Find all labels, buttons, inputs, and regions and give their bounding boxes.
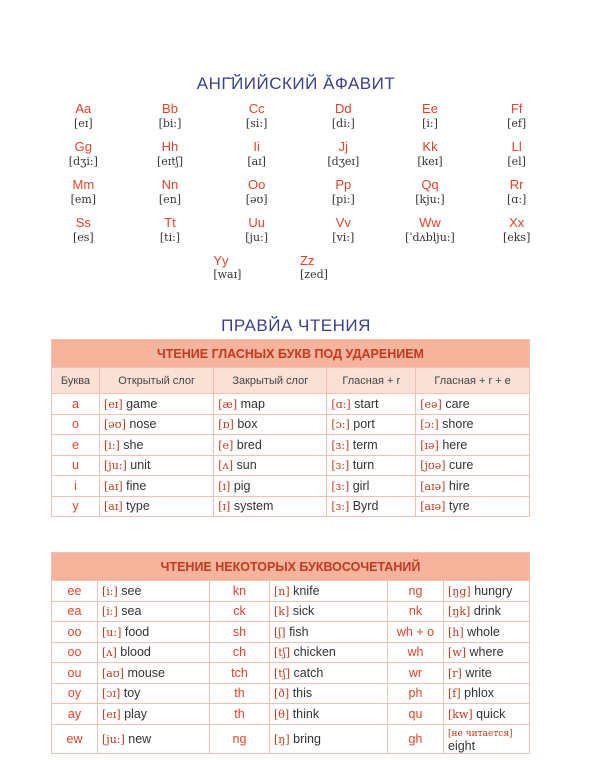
table-row [52, 704, 530, 725]
letter-transcription: [el] [507, 155, 526, 168]
rule-cell [327, 476, 416, 497]
letter-combination: oo [52, 622, 98, 643]
example-word: unit [130, 458, 151, 473]
rule-cell [214, 496, 327, 517]
example-word: sun [236, 458, 257, 473]
transcription: [e] [218, 438, 234, 452]
vowel-letter: i [52, 476, 100, 497]
transcription: [æ] [218, 397, 238, 411]
alphabet-row [40, 215, 560, 253]
transcription: [ð] [274, 687, 290, 701]
letter-glyph: Nn [161, 177, 179, 192]
rule-cell [444, 581, 530, 602]
rule-cell [214, 476, 327, 497]
letter-glyph: Tt [164, 215, 176, 230]
transcription: [ɔɪ] [102, 687, 121, 701]
table-row [52, 663, 530, 684]
transcription: [f] [448, 687, 461, 701]
rules-title: ПРАВЙА ЧТЕНИЯ [221, 316, 371, 335]
letter-glyph: Pp [335, 177, 352, 192]
letter-glyph: Zz [299, 253, 315, 268]
letter-cell [127, 177, 214, 215]
letter-glyph: Rr [509, 177, 524, 192]
transcription: [eɪ] [102, 707, 121, 721]
letter-cell [300, 215, 387, 253]
transcription: [u:] [102, 625, 122, 639]
letter-transcription: [em] [70, 193, 97, 206]
transcription: [ŋg] [448, 584, 471, 598]
transcription: [ɑ:] [331, 397, 351, 411]
letter-combination: ck [210, 601, 270, 622]
letter-combination: ea [52, 601, 98, 622]
rule-cell [327, 496, 416, 517]
vowels-banner: ЧТЕНИЕ ГЛАСНЫХ БУКВ ПОД УДАРЕНИЕМ [52, 340, 530, 368]
transcription: [ɜ:] [331, 438, 350, 452]
transcription: [tʃ] [274, 646, 290, 660]
example-word: turn [352, 458, 375, 473]
letter-cell [387, 101, 474, 139]
transcription: [ŋ] [274, 732, 290, 746]
letter-cell [473, 139, 560, 177]
transcription: [eə] [420, 397, 442, 411]
rule-cell [416, 414, 530, 435]
example-word: this [292, 686, 313, 701]
letter-glyph: Ww [419, 215, 441, 230]
letter-cell [213, 101, 300, 139]
table-row [52, 724, 530, 753]
transcription: [ʌ] [218, 459, 234, 473]
rule-cell [270, 724, 388, 753]
example-word: map [240, 396, 265, 411]
letter-transcription: [ju:] [245, 231, 269, 244]
rule-cell [100, 476, 214, 497]
example-word: bred [236, 437, 262, 452]
example-word: hungry [474, 583, 513, 598]
letter-glyph: Qq [421, 177, 439, 192]
example-word: type [126, 499, 150, 514]
example-word: bring [293, 731, 321, 746]
rule-cell [98, 642, 210, 663]
letter-transcription: [ti:] [159, 231, 181, 244]
letter-combination: gh [388, 724, 444, 753]
rule-cell [98, 704, 210, 725]
letter-glyph: Kk [422, 139, 438, 154]
table-row [52, 435, 530, 456]
letter-transcription: [en] [158, 193, 182, 206]
letter-combination: nk [388, 601, 444, 622]
letter-transcription: [si:] [245, 117, 268, 130]
transcription: [aʊ] [102, 666, 124, 680]
column-header: Гласная + r [327, 368, 416, 394]
letter-combination: th [210, 704, 270, 725]
letter-combination: oo [52, 642, 98, 663]
transcription: [w] [448, 646, 466, 660]
letter-transcription: [i:] [422, 117, 438, 130]
table-row [52, 476, 530, 497]
transcription: [h] [448, 625, 464, 639]
letter-cell [300, 101, 387, 139]
example-word: play [124, 706, 148, 721]
letter-glyph: Gg [74, 139, 92, 154]
rule-cell [98, 581, 210, 602]
letter-cell [127, 139, 214, 177]
alphabet-row [40, 253, 560, 291]
letter-cell [473, 215, 560, 253]
rule-cell [416, 455, 530, 476]
vowel-letter: u [52, 455, 100, 476]
transcription: [ɜ:] [331, 500, 350, 514]
letter-cell [213, 215, 300, 253]
alphabet-grid [40, 101, 560, 291]
example-word: shore [442, 417, 474, 432]
rule-cell [270, 622, 388, 643]
letter-transcription: [dʒeɪ] [327, 155, 360, 168]
transcription: [ɜ:] [331, 479, 350, 493]
letter-glyph: Ss [75, 215, 91, 230]
vowel-letter: o [52, 414, 100, 435]
example-word: term [352, 437, 378, 452]
example-word: see [121, 583, 142, 598]
example-word: phlox [464, 686, 495, 701]
rule-cell [444, 601, 530, 622]
letter-glyph: Ee [422, 101, 438, 116]
table-row [52, 683, 530, 704]
example-word: mouse [127, 665, 165, 680]
table-row [52, 601, 530, 622]
letter-glyph: Bb [162, 101, 178, 116]
rule-cell [327, 394, 416, 415]
combos-banner: ЧТЕНИЕ НЕКОТОРЫХ БУКВОСОЧЕТАНИЙ [52, 553, 530, 581]
letter-transcription: [ˈdʌblju:] [405, 231, 455, 244]
transcription: [aɪ] [104, 500, 123, 514]
letter-combination: tch [210, 663, 270, 684]
example-word: where [469, 645, 504, 660]
rule-cell [444, 724, 530, 753]
alphabet-row [40, 139, 560, 177]
letter-transcription: [dʒi:] [68, 155, 98, 168]
letter-glyph: Jj [338, 139, 349, 154]
letter-cell [213, 177, 300, 215]
letter-combination: qu [388, 704, 444, 725]
letter-glyph: Oo [247, 177, 266, 192]
letter-glyph: Dd [335, 101, 352, 116]
transcription: [aɪə] [420, 500, 446, 514]
rule-cell [270, 663, 388, 684]
rule-cell [444, 642, 530, 663]
transcription: [не читается] [448, 728, 513, 739]
table-row [52, 455, 530, 476]
column-header: Закрытый слог [214, 368, 327, 394]
transcription: [ɪ] [218, 479, 231, 493]
example-word: chicken [293, 645, 336, 660]
example-word: food [124, 624, 150, 639]
letter-glyph: Ff [510, 101, 523, 116]
transcription: [i:] [104, 438, 120, 452]
transcription: [k] [274, 605, 290, 619]
table-row [52, 622, 530, 643]
example-word: sick [292, 604, 315, 619]
letter-glyph: Hh [161, 139, 179, 154]
example-word: toy [123, 686, 141, 701]
transcription: [ɜ:] [331, 459, 350, 473]
example-word: girl [352, 478, 370, 493]
transcription: [ŋk] [448, 605, 471, 619]
rule-cell [270, 683, 388, 704]
table-row [52, 496, 530, 517]
letter-combination: oy [52, 683, 98, 704]
letter-glyph: Aa [75, 101, 92, 116]
spacer [127, 253, 214, 291]
example-word: write [465, 665, 492, 680]
example-word: hire [448, 478, 470, 493]
letter-combination: sh [210, 622, 270, 643]
letter-transcription: [eks] [502, 231, 531, 244]
letter-cell [300, 177, 387, 215]
transcription: [ɪə] [420, 438, 439, 452]
rule-cell [270, 704, 388, 725]
letter-cell [40, 215, 127, 253]
letter-combination: wh + o [388, 622, 444, 643]
rule-cell [327, 455, 416, 476]
vowel-letter: a [52, 394, 100, 415]
letter-combination: ng [210, 724, 270, 753]
example-word: whole [467, 624, 500, 639]
example-word: drink [473, 604, 501, 619]
vowel-letter: e [52, 435, 100, 456]
transcription: [tʃ] [274, 666, 290, 680]
example-word: she [123, 437, 144, 452]
letter-transcription: [di:] [331, 117, 355, 130]
transcription: [aɪə] [420, 479, 446, 493]
rule-cell [444, 622, 530, 643]
letter-cell [40, 139, 127, 177]
transcription: [n] [274, 584, 290, 598]
letter-cell [40, 177, 127, 215]
transcription: [eɪ] [104, 397, 123, 411]
letter-cell [127, 215, 214, 253]
letter-transcription: [eɪtʃ] [156, 155, 183, 168]
transcription: [ɔ:] [331, 418, 350, 432]
example-word: pig [233, 478, 251, 493]
example-word: blood [120, 645, 151, 660]
vowels-table [51, 339, 530, 517]
example-word: catch [293, 665, 324, 680]
table-row [52, 394, 530, 415]
transcription: [r] [448, 666, 462, 680]
transcription: [ju:] [102, 732, 125, 746]
letter-combination: th [210, 683, 270, 704]
letter-cell [127, 101, 214, 139]
transcription: [i:] [102, 605, 118, 619]
example-word: box [237, 417, 258, 432]
letter-cell [300, 139, 387, 177]
example-word: quick [476, 706, 506, 721]
example-word: cure [449, 458, 474, 473]
rule-cell [416, 496, 530, 517]
letter-cell [213, 139, 300, 177]
rule-cell [416, 394, 530, 415]
transcription: [ʌ] [102, 646, 117, 660]
column-header: Открытый слог [100, 368, 214, 394]
letter-cell [473, 101, 560, 139]
letter-cell [40, 101, 127, 139]
spacer [40, 253, 127, 291]
letter-transcription: [zed] [299, 268, 328, 281]
rule-cell [416, 476, 530, 497]
transcription: [aɪ] [104, 479, 123, 493]
transcription: [jʊə] [420, 459, 446, 473]
table-row [52, 581, 530, 602]
rule-cell [100, 394, 214, 415]
example-word: fish [289, 624, 309, 639]
letter-combination: kn [210, 581, 270, 602]
rule-cell [100, 414, 214, 435]
letter-glyph: Vv [335, 215, 351, 230]
rule-cell [444, 683, 530, 704]
transcription: [ju:] [104, 459, 127, 473]
letter-glyph: Uu [248, 215, 265, 230]
letter-transcription: [eɪ] [74, 117, 93, 130]
letter-cell [300, 253, 387, 291]
example-word: sea [121, 604, 142, 619]
letter-transcription: [ef] [507, 117, 527, 130]
letter-combination: ay [52, 704, 98, 725]
letter-glyph: Mm [72, 177, 95, 192]
rule-cell [327, 435, 416, 456]
transcription: [i:] [102, 584, 118, 598]
example-word: system [233, 499, 274, 514]
letter-combination: wr [388, 663, 444, 684]
letter-transcription: [bi:] [158, 117, 182, 130]
alphabet-title: АНГ̆ЙИЙСКИЙ ӐФАВИТ [196, 74, 396, 93]
rule-cell [98, 601, 210, 622]
rule-cell [100, 455, 214, 476]
rule-cell [444, 704, 530, 725]
rule-cell [214, 455, 327, 476]
letter-combination: ph [388, 683, 444, 704]
rule-cell [98, 724, 210, 753]
example-word: eight [448, 738, 476, 753]
table-row [52, 642, 530, 663]
rule-cell [444, 663, 530, 684]
letter-transcription: [pi:] [331, 193, 355, 206]
letter-combination: ew [52, 724, 98, 753]
transcription: [θ] [274, 707, 290, 721]
letter-cell [387, 215, 474, 253]
transcription: [ɔ:] [420, 418, 439, 432]
transcription: [ɪ] [218, 500, 231, 514]
letter-cell [213, 253, 300, 291]
table-row [52, 414, 530, 435]
letter-cell [387, 139, 474, 177]
alphabet-row [40, 101, 560, 139]
rule-cell [98, 622, 210, 643]
example-word: Byrd [352, 499, 379, 514]
rule-cell [98, 663, 210, 684]
letter-glyph: Yy [213, 253, 229, 268]
column-header: Буква [52, 368, 100, 394]
letter-transcription: [keɪ] [417, 155, 443, 168]
letter-cell [387, 177, 474, 215]
example-word: here [442, 437, 468, 452]
transcription: [kw] [448, 707, 473, 721]
rule-cell [214, 394, 327, 415]
example-word: tyre [448, 499, 470, 514]
example-word: start [354, 396, 379, 411]
rule-cell [214, 414, 327, 435]
letter-transcription: [vi:] [332, 231, 355, 244]
example-word: game [126, 396, 158, 411]
example-word: think [292, 706, 320, 721]
letter-transcription: [waɪ] [213, 268, 242, 281]
letter-combination: ou [52, 663, 98, 684]
letter-glyph: Ll [511, 139, 522, 154]
example-word: knife [293, 583, 320, 598]
letter-transcription: [aɪ] [247, 155, 266, 168]
rule-cell [270, 642, 388, 663]
transcription: [ʃ] [274, 625, 286, 639]
letter-combination: ch [210, 642, 270, 663]
combos-table [51, 552, 530, 754]
letter-combination: ee [52, 581, 98, 602]
alphabet-row [40, 177, 560, 215]
column-header: Гласная + r + e [416, 368, 530, 394]
example-word: fine [126, 478, 147, 493]
letter-combination: wh [388, 642, 444, 663]
example-word: nose [129, 417, 157, 432]
letter-transcription: [kju:] [415, 193, 445, 206]
transcription: [ɒ] [218, 418, 234, 432]
rule-cell [327, 414, 416, 435]
letter-glyph: Cc [248, 101, 265, 116]
letter-transcription: [ɑ:] [506, 193, 527, 206]
example-word: port [353, 417, 375, 432]
letter-cell [473, 177, 560, 215]
example-word: care [445, 396, 470, 411]
letter-glyph: Ii [253, 139, 260, 154]
rule-cell [416, 435, 530, 456]
rule-cell [100, 496, 214, 517]
rule-cell [100, 435, 214, 456]
letter-glyph: Xx [509, 215, 525, 230]
rule-cell [270, 601, 388, 622]
letter-combination: ng [388, 581, 444, 602]
letter-transcription: [əʊ] [245, 193, 268, 206]
rule-cell [98, 683, 210, 704]
rule-cell [270, 581, 388, 602]
rule-cell [214, 435, 327, 456]
example-word: new [128, 731, 152, 746]
transcription: [əʊ] [104, 418, 126, 432]
vowel-letter: y [52, 496, 100, 517]
letter-transcription: [es] [72, 231, 94, 244]
